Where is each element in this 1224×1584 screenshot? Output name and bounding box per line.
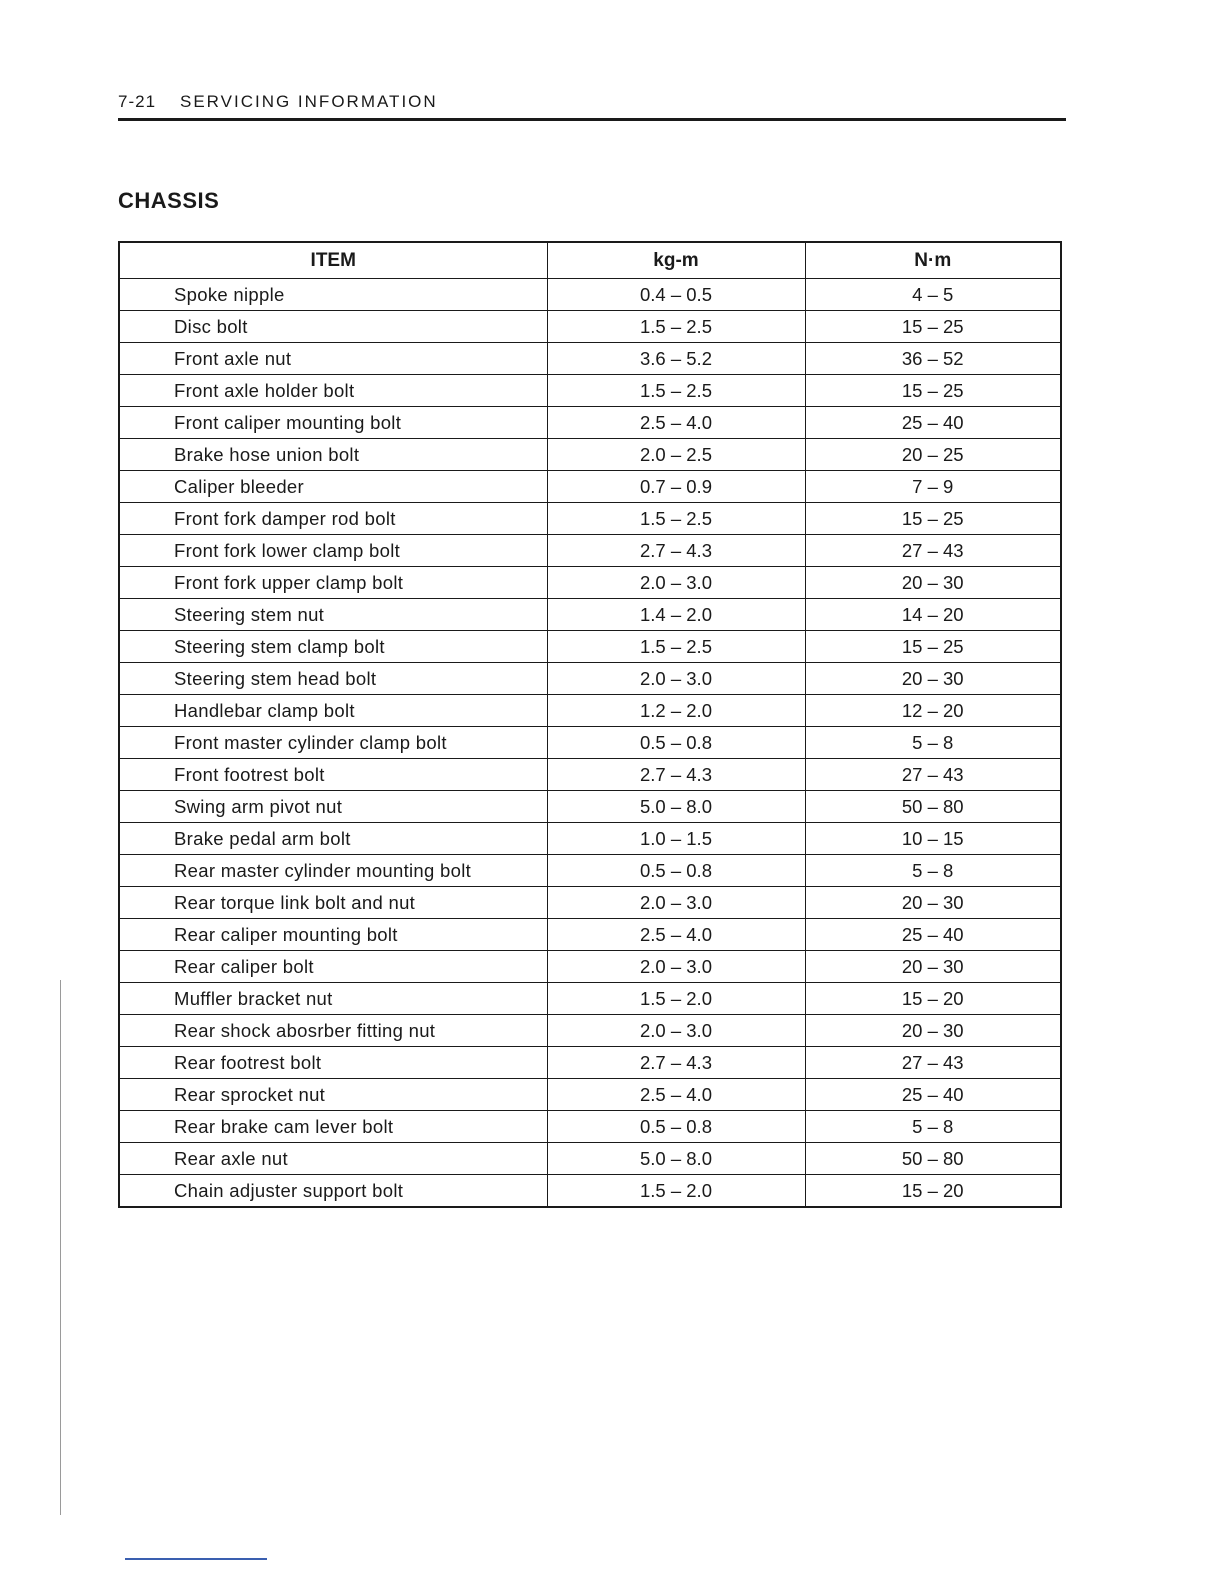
- page-title: CHASSIS: [118, 188, 220, 213]
- section-heading: SERVICING INFORMATION: [180, 92, 438, 111]
- table-row: [119, 919, 1061, 951]
- cell-nm: 4 – 5: [805, 279, 1061, 311]
- cell-item: Front fork lower clamp bolt: [119, 535, 547, 567]
- cell-nm: 25 – 40: [805, 919, 1061, 951]
- cell-nm: 20 – 30: [805, 887, 1061, 919]
- table-header-row: [119, 242, 1061, 279]
- table-row: [119, 1079, 1061, 1111]
- table-row: [119, 631, 1061, 663]
- table-row: [119, 471, 1061, 503]
- table-row: [119, 791, 1061, 823]
- cell-item: Front fork upper clamp bolt: [119, 567, 547, 599]
- cell-item: Swing arm pivot nut: [119, 791, 547, 823]
- cell-kgm: 1.0 – 1.5: [547, 823, 805, 855]
- table-row: [119, 1111, 1061, 1143]
- cell-item: Rear caliper bolt: [119, 951, 547, 983]
- cell-kgm: 2.0 – 3.0: [547, 887, 805, 919]
- cell-nm: 15 – 25: [805, 631, 1061, 663]
- table-row: [119, 695, 1061, 727]
- table-row: [119, 1015, 1061, 1047]
- cell-item: Chain adjuster support bolt: [119, 1175, 547, 1208]
- cell-kgm: 1.5 – 2.5: [547, 631, 805, 663]
- cell-item: Steering stem head bolt: [119, 663, 547, 695]
- cell-nm: 12 – 20: [805, 695, 1061, 727]
- cell-item: Front axle nut: [119, 343, 547, 375]
- cell-nm: 5 – 8: [805, 1111, 1061, 1143]
- cell-kgm: 2.0 – 3.0: [547, 951, 805, 983]
- table-body: [119, 279, 1061, 1208]
- scan-margin-line: [60, 980, 61, 1515]
- cell-kgm: 0.5 – 0.8: [547, 727, 805, 759]
- table-row: [119, 375, 1061, 407]
- cell-item: Rear sprocket nut: [119, 1079, 547, 1111]
- table-row: [119, 599, 1061, 631]
- cell-kgm: 2.7 – 4.3: [547, 759, 805, 791]
- table-row: [119, 1143, 1061, 1175]
- cell-kgm: 1.2 – 2.0: [547, 695, 805, 727]
- table-row: [119, 759, 1061, 791]
- cell-item: Rear torque link bolt and nut: [119, 887, 547, 919]
- cell-nm: 36 – 52: [805, 343, 1061, 375]
- cell-nm: 20 – 30: [805, 1015, 1061, 1047]
- cell-nm: 20 – 25: [805, 439, 1061, 471]
- cell-kgm: 2.7 – 4.3: [547, 535, 805, 567]
- cell-kgm: 1.5 – 2.0: [547, 1175, 805, 1208]
- cell-nm: 25 – 40: [805, 1079, 1061, 1111]
- cell-nm: 15 – 25: [805, 311, 1061, 343]
- cell-item: Muffler bracket nut: [119, 983, 547, 1015]
- cell-item: Rear master cylinder mounting bolt: [119, 855, 547, 887]
- cell-kgm: 1.5 – 2.5: [547, 503, 805, 535]
- cell-item: Front fork damper rod bolt: [119, 503, 547, 535]
- cell-item: Steering stem nut: [119, 599, 547, 631]
- cell-nm: 14 – 20: [805, 599, 1061, 631]
- cell-kgm: 0.5 – 0.8: [547, 1111, 805, 1143]
- footer-rule: [125, 1558, 267, 1560]
- table-row: [119, 727, 1061, 759]
- cell-nm: 15 – 25: [805, 503, 1061, 535]
- cell-kgm: 1.4 – 2.0: [547, 599, 805, 631]
- cell-kgm: 2.0 – 3.0: [547, 567, 805, 599]
- cell-nm: 15 – 20: [805, 1175, 1061, 1208]
- cell-kgm: 0.4 – 0.5: [547, 279, 805, 311]
- table-row: [119, 407, 1061, 439]
- cell-kgm: 2.0 – 3.0: [547, 1015, 805, 1047]
- cell-nm: 5 – 8: [805, 727, 1061, 759]
- cell-item: Front caliper mounting bolt: [119, 407, 547, 439]
- cell-nm: 7 – 9: [805, 471, 1061, 503]
- cell-nm: 27 – 43: [805, 759, 1061, 791]
- cell-item: Rear caliper mounting bolt: [119, 919, 547, 951]
- table-row: [119, 439, 1061, 471]
- table-row: [119, 983, 1061, 1015]
- cell-nm: 20 – 30: [805, 663, 1061, 695]
- table-row: [119, 887, 1061, 919]
- table-row: [119, 823, 1061, 855]
- table-row: [119, 503, 1061, 535]
- cell-kgm: 2.7 – 4.3: [547, 1047, 805, 1079]
- cell-kgm: 1.5 – 2.5: [547, 375, 805, 407]
- column-header-kgm: kg-m: [547, 242, 805, 279]
- table-row: [119, 951, 1061, 983]
- cell-kgm: 2.5 – 4.0: [547, 1079, 805, 1111]
- cell-nm: 25 – 40: [805, 407, 1061, 439]
- cell-kgm: 0.5 – 0.8: [547, 855, 805, 887]
- cell-item: Disc bolt: [119, 311, 547, 343]
- cell-kgm: 2.0 – 3.0: [547, 663, 805, 695]
- table-row: [119, 343, 1061, 375]
- cell-kgm: 5.0 – 8.0: [547, 791, 805, 823]
- cell-nm: 20 – 30: [805, 951, 1061, 983]
- cell-item: Front footrest bolt: [119, 759, 547, 791]
- cell-item: Brake hose union bolt: [119, 439, 547, 471]
- table-row: [119, 855, 1061, 887]
- cell-item: Rear footrest bolt: [119, 1047, 547, 1079]
- cell-item: Rear axle nut: [119, 1143, 547, 1175]
- torque-table: [118, 241, 1062, 1208]
- cell-kgm: 0.7 – 0.9: [547, 471, 805, 503]
- cell-nm: 5 – 8: [805, 855, 1061, 887]
- cell-nm: 50 – 80: [805, 791, 1061, 823]
- column-header-nm: N·m: [805, 242, 1061, 279]
- cell-kgm: 2.5 – 4.0: [547, 919, 805, 951]
- table-row: [119, 1175, 1061, 1208]
- cell-item: Front axle holder bolt: [119, 375, 547, 407]
- cell-kgm: 2.0 – 2.5: [547, 439, 805, 471]
- table-row: [119, 311, 1061, 343]
- cell-nm: 27 – 43: [805, 1047, 1061, 1079]
- cell-item: Brake pedal arm bolt: [119, 823, 547, 855]
- page-number: 7-21: [118, 92, 157, 111]
- cell-item: Caliper bleeder: [119, 471, 547, 503]
- cell-kgm: 5.0 – 8.0: [547, 1143, 805, 1175]
- cell-item: Spoke nipple: [119, 279, 547, 311]
- table-row: [119, 663, 1061, 695]
- cell-item: Rear shock abosrber fitting nut: [119, 1015, 547, 1047]
- cell-item: Rear brake cam lever bolt: [119, 1111, 547, 1143]
- cell-kgm: 2.5 – 4.0: [547, 407, 805, 439]
- cell-nm: 10 – 15: [805, 823, 1061, 855]
- cell-nm: 15 – 25: [805, 375, 1061, 407]
- table-row: [119, 1047, 1061, 1079]
- cell-kgm: 1.5 – 2.5: [547, 311, 805, 343]
- cell-nm: 50 – 80: [805, 1143, 1061, 1175]
- cell-item: Handlebar clamp bolt: [119, 695, 547, 727]
- cell-item: Steering stem clamp bolt: [119, 631, 547, 663]
- column-header-item: ITEM: [119, 242, 547, 279]
- cell-kgm: 3.6 – 5.2: [547, 343, 805, 375]
- table-row: [119, 535, 1061, 567]
- table-row: [119, 567, 1061, 599]
- cell-kgm: 1.5 – 2.0: [547, 983, 805, 1015]
- cell-nm: 20 – 30: [805, 567, 1061, 599]
- cell-nm: 27 – 43: [805, 535, 1061, 567]
- page-header: [118, 90, 1066, 121]
- table-row: [119, 279, 1061, 311]
- cell-item: Front master cylinder clamp bolt: [119, 727, 547, 759]
- cell-nm: 15 – 20: [805, 983, 1061, 1015]
